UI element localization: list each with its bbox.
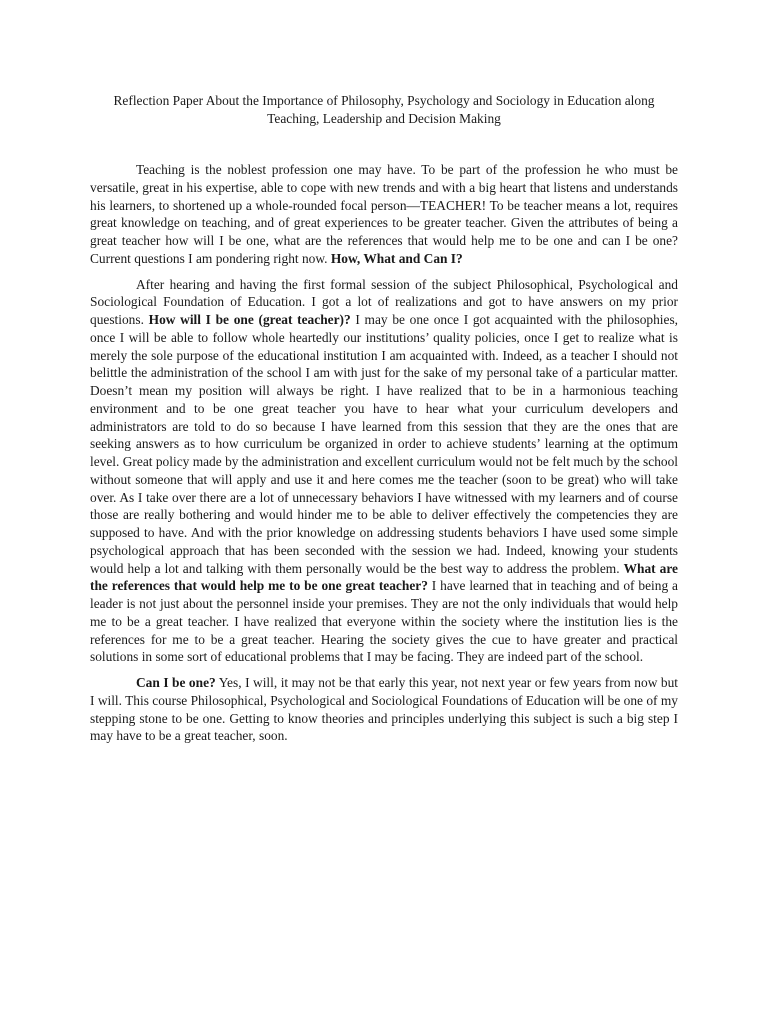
- paragraph-2-text-1: After hearing and having the first formal session of the subject Philosophical, Psychological and Sociological Foundation of Education. I got a lot of realizations and got to have answers on my prior questions.: [90, 276, 678, 327]
- paragraph-1-bold: How, What and Can I?: [330, 250, 463, 266]
- document-title: [90, 92, 678, 128]
- paragraph-1: [90, 161, 678, 268]
- paragraph-3-text: Yes, I will, it may not be that early this year, not next year or few years from now but I will. This course Philosophical, Psychological and Sociological Foundations of Education will be one of my stepping stone to be one. Getting to know theories and principles underlying this subject is such a big step I may have to be a great teacher, soon.: [90, 675, 678, 744]
- title-line-1: Reflection Paper About the Importance of Philosophy, Psychology and Sociology in Education along: [113, 93, 655, 108]
- paragraph-2: [90, 276, 678, 667]
- paragraph-2-text-2: I may be one once I got acquainted with the philosophies, once I will be able to follow whole heartedly our institutions’ quality policies, once I get to realize what is merely the sole purpose of the educational institution I am acquainted with. Indeed, as a teacher I should not belittle the administration of the school I am with just for the sake of my personal take of a particular matter. Doesn’t mean my position will always be right. I have realized that to be in a harmonious teaching environment and to be one great teacher you have to hear what your curriculum developers and administrators are told to do so because I have learned from this session that they are the ones that are seeking answers as to how curriculum be organized in order to achieve students’ learning at the optimum level. Great policy made by the administration and excellent curriculum would not be felt much by the school without someone that will apply and use it and here comes me the teacher (soon to be great) who will take over. As I take over there are a lot of unnecessary behaviors I have witnessed with my learners and of course those are really bothering and would hinder me to be able to deliver effectively the competencies they are supposed to have. And with the prior knowledge on addressing students behaviors I have used some simple psychological approach that has been seconded with the session we had. Indeed, knowing your students would help a lot and talking with them personally would be the best way to address the problem.: [90, 312, 678, 576]
- paragraph-3: [90, 674, 678, 745]
- document-page: [90, 92, 678, 753]
- paragraph-2-question-2: What are the references that would help me to be one great teacher?: [90, 560, 678, 594]
- paragraph-2-text-3: I have learned that in teaching and of being a leader is not just about the personnel inside your premises. They are not the only individuals that would help me to be a great teacher. I have realized that everyone within the society where the institution lies is the references for me to be a great teacher. Hearing the society gives the cue to have greater and practical solutions in some sort of educational problems that I may be facing. They are indeed part of the school.: [90, 578, 678, 665]
- paragraph-3-question: Can I be one?: [136, 675, 216, 690]
- title-line-2: Teaching, Leadership and Decision Making: [267, 111, 501, 126]
- paragraph-1-text: Teaching is the noblest profession one may have. To be part of the profession he who must be versatile, great in his expertise, able to cope with new trends and with a big heart that listens and understands his learners, to shortened up a whole-rounded focal person—TEACHER! To be teacher means a lot, requires great knowledge on teaching, and of great experiences to be greater teacher. Given the attributes of being a great teacher how will I be one, what are the references that would help me to be one and can I be one? Current questions I am pondering right now.: [90, 162, 678, 266]
- paragraph-2-question-1: How will I be one (great teacher)?: [148, 312, 351, 327]
